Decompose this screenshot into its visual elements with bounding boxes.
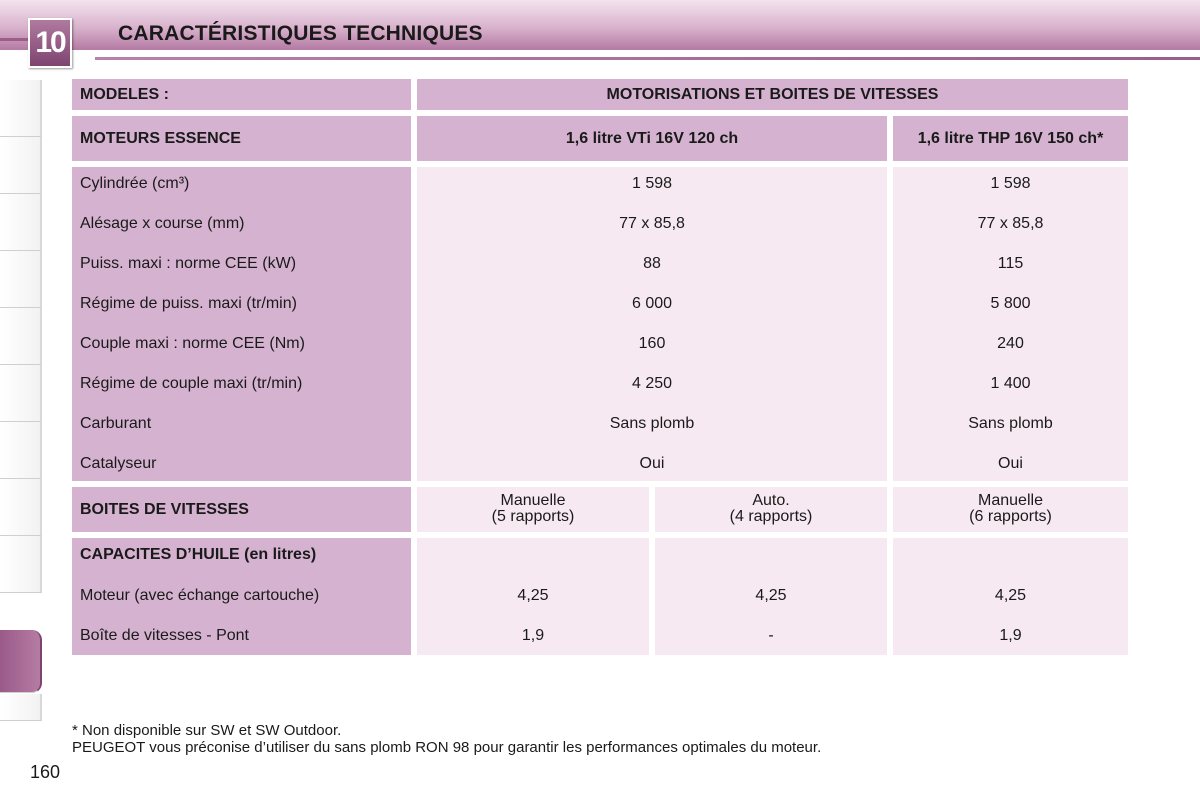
spec-label: Couple maxi : norme CEE (Nm) — [80, 335, 305, 352]
page-title: CARACTÉRISTIQUES TECHNIQUES — [118, 22, 483, 45]
modeles-label-text: MODELES : — [80, 85, 169, 103]
footnote — [72, 722, 821, 756]
chapter-tab-11[interactable] — [0, 694, 42, 721]
oil-value: 1,9 — [999, 627, 1022, 644]
gearbox-type: Manuelle — [978, 492, 1043, 509]
gearbox-2 — [655, 487, 887, 532]
oil-value: - — [768, 627, 774, 644]
chapter-tab-3[interactable] — [0, 194, 42, 251]
spec-label: Cylindrée (cm³) — [80, 175, 190, 192]
oil-capacities-heading: CAPACITES D’HUILE (en litres) — [80, 546, 317, 563]
spec-value-engine2: 1 598 — [990, 175, 1031, 192]
gearbox-ratios: (6 rapports) — [969, 508, 1052, 525]
oil-value: 1,9 — [521, 627, 545, 644]
oil-row-label: Moteur (avec échange cartouche) — [80, 587, 320, 604]
modeles-value — [417, 79, 1128, 110]
footnote-line-1: * Non disponible sur SW et SW Outdoor. — [72, 722, 342, 739]
oil-value: 4,25 — [755, 587, 787, 604]
spec-label: Catalyseur — [80, 455, 157, 472]
engine1-header-text: 1,6 litre VTi 16V 120 ch — [565, 129, 739, 147]
spec-label: Alésage x course (mm) — [80, 215, 245, 232]
gearbox-ratios: (4 rapports) — [729, 508, 813, 525]
modeles-label — [72, 79, 411, 110]
chapter-tab-10-active[interactable] — [0, 630, 42, 693]
chapter-tab-6[interactable] — [0, 365, 42, 422]
spec-value-engine2: 115 — [997, 255, 1024, 272]
spec-value-engine2: Oui — [998, 455, 1023, 472]
gearbox-1 — [417, 487, 649, 532]
chapter-tab-7[interactable] — [0, 422, 42, 479]
engine2-header-text: 1,6 litre THP 16V 150 ch* — [917, 129, 1104, 147]
spec-value-engine1: 77 x 85,8 — [619, 215, 685, 232]
chapter-tabs — [0, 80, 42, 720]
moteurs-label-text: MOTEURS ESSENCE — [80, 129, 241, 147]
spec-value-engine2: 240 — [997, 335, 1024, 352]
boites-label — [72, 487, 411, 532]
oil-row-label: Boîte de vitesses - Pont — [80, 627, 249, 644]
gearbox-ratios: (5 rapports) — [491, 508, 575, 525]
spec-value-engine1: Sans plomb — [609, 415, 695, 432]
boites-label-text: BOITES DE VITESSES — [80, 500, 249, 518]
footnote-line-2: PEUGEOT vous préconise d’utiliser du sans plomb RON 98 pour garantir les performances optimales du moteur. — [72, 739, 822, 756]
chapter-tab-5[interactable] — [0, 308, 42, 365]
chapter-tab-9[interactable] — [0, 536, 42, 593]
spec-value-engine1: Oui — [639, 455, 665, 472]
chapter-tab-4[interactable] — [0, 251, 42, 308]
spec-label: Régime de couple maxi (tr/min) — [80, 375, 303, 392]
header-rule — [95, 57, 1200, 60]
spec-value-engine2: 5 800 — [990, 295, 1031, 312]
gearbox-3 — [893, 487, 1128, 532]
oil-value: 4,25 — [994, 587, 1027, 604]
page-number: 160 — [30, 762, 61, 782]
spec-label: Puiss. maxi : norme CEE (kW) — [80, 255, 297, 272]
chapter-number-badge: 10 — [28, 18, 72, 68]
spec-value-engine1: 88 — [643, 255, 661, 272]
engine1-header — [417, 116, 887, 161]
spec-value-engine2: 77 x 85,8 — [977, 215, 1044, 232]
gearbox-type: Manuelle — [500, 492, 566, 509]
spec-value-engine1: 1 598 — [631, 175, 673, 192]
modeles-value-text: MOTORISATIONS ET BOITES DE VITESSES — [606, 85, 939, 103]
spec-value-engine1: 160 — [638, 335, 666, 352]
moteurs-label — [72, 116, 411, 161]
gearbox-type: Auto. — [752, 492, 790, 509]
spec-value-engine2: Sans plomb — [968, 415, 1053, 432]
oil-value: 4,25 — [517, 587, 549, 604]
chapter-tab-2[interactable] — [0, 137, 42, 194]
spec-value-engine1: 6 000 — [631, 295, 673, 312]
spec-value-engine2: 1 400 — [990, 375, 1031, 392]
engine2-header — [893, 116, 1128, 161]
chapter-tab-8[interactable] — [0, 479, 42, 536]
spec-label: Carburant — [80, 415, 152, 432]
spec-label: Régime de puiss. maxi (tr/min) — [80, 295, 297, 312]
chapter-tab-1[interactable] — [0, 80, 42, 137]
spec-value-engine1: 4 250 — [631, 375, 673, 392]
